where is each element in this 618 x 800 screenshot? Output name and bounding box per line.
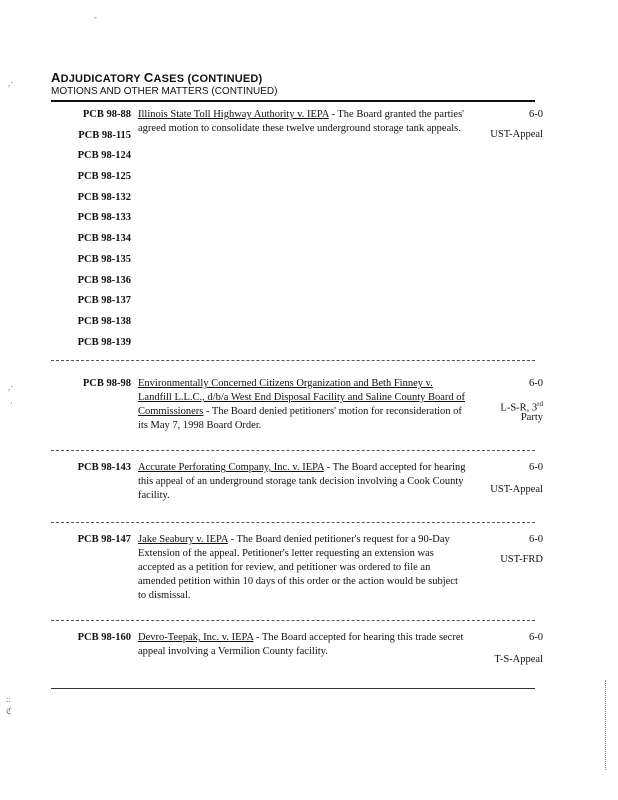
case-entry <box>51 108 543 353</box>
case-number: PCB 98-115 <box>78 129 131 141</box>
case-vote: 6-0 <box>529 534 543 545</box>
case-text: - The Board accepted for hearing this appeal of an underground storage tank decision involving a Cook County facility. <box>138 462 466 501</box>
case-entry <box>51 631 543 676</box>
scan-mark: :: <box>6 694 12 704</box>
case-number: PCB 98-136 <box>77 274 131 286</box>
case-type: UST-FRD <box>500 554 543 565</box>
case-vote: 6-0 <box>529 109 543 120</box>
scan-mark: ,· <box>8 78 14 88</box>
case-type: UST-Appeal <box>490 484 543 495</box>
scan-mark: - <box>94 12 97 22</box>
scan-edge <box>605 680 607 770</box>
case-description <box>138 631 468 659</box>
divider <box>51 620 535 621</box>
case-number: PCB 98-133 <box>77 212 131 224</box>
case-type-text: L-S-R, 3 <box>500 402 538 414</box>
case-number: PCB 98-134 <box>77 233 131 245</box>
case-vote: 6-0 <box>529 632 543 643</box>
case-number: PCB 98-124 <box>77 150 131 162</box>
case-entry <box>51 377 543 437</box>
case-type: UST-Appeal <box>490 129 543 140</box>
case-numbers <box>51 533 131 554</box>
case-description <box>138 108 468 136</box>
divider <box>51 522 535 523</box>
case-numbers <box>51 108 131 356</box>
case-number: PCB 98-125 <box>77 171 131 183</box>
case-number: PCB 98-143 <box>77 462 131 473</box>
title-part: C <box>143 70 154 85</box>
case-type-sup: rd <box>537 400 543 408</box>
case-vote: 6-0 <box>529 462 543 473</box>
case-number: PCB 98-139 <box>77 336 131 348</box>
scan-mark: ,· <box>8 382 14 392</box>
case-number: PCB 98-88 <box>82 109 131 120</box>
case-vote: 6-0 <box>529 378 543 389</box>
case-number: PCB 98-147 <box>77 534 131 545</box>
case-title: Illinois State Toll Highway Authority v. IEPA <box>138 109 329 120</box>
scan-mark: ℭ <box>6 706 13 716</box>
title-part: A <box>51 70 61 85</box>
case-numbers <box>51 377 131 398</box>
case-text: - The Board accepted for hearing this trade secret appeal involving a Vermilion County facility. <box>138 632 464 657</box>
divider <box>51 360 535 361</box>
section-subtitle: MOTIONS AND OTHER MATTERS (CONTINUED) <box>51 86 278 97</box>
scan-mark: · <box>10 398 13 408</box>
case-text: - The Board denied petitioners' motion for reconsideration of its May 7, 1998 Board Order. <box>138 406 462 431</box>
divider <box>51 450 535 451</box>
case-number: PCB 98-137 <box>77 295 131 307</box>
bottom-rule <box>51 688 535 689</box>
header-rule <box>51 100 535 102</box>
case-title: Accurate Perforating Company, Inc. v. IEPA <box>138 462 325 473</box>
case-title: Environmentally Concerned Citizens Organization and Beth Finney v. Landfill L.L.C., d/b/a West End Disposal Facility and Saline County Board of Commissioners <box>138 378 466 417</box>
case-description <box>138 377 468 433</box>
case-description <box>138 461 468 503</box>
case-numbers <box>51 461 131 482</box>
case-entry <box>51 461 543 511</box>
case-type-line2: Party <box>520 412 543 423</box>
case-number: PCB 98-98 <box>82 378 131 389</box>
section-title <box>51 70 262 85</box>
case-description <box>138 533 468 603</box>
case-title: Jake Seabury v. IEPA <box>138 534 228 545</box>
case-text: - The Board granted the parties' agreed motion to consolidate these twelve underground storage tank appeals. <box>138 109 465 134</box>
case-number: PCB 98-160 <box>77 632 131 643</box>
case-numbers <box>51 631 131 652</box>
case-entry <box>51 533 543 608</box>
case-text: - The Board denied petitioner's request for a 90-Day Extension of the appeal. Petitioner's letter requesting an extension was accepted as a petition for review, and petitioner was ordered to file an amended petition within 10 days of this order or the action would be subject to dismissal. <box>138 534 458 601</box>
case-title: Devro-Teepak, Inc. v. IEPA <box>138 632 254 643</box>
case-number: PCB 98-138 <box>77 315 131 327</box>
case-type: T-S-Appeal <box>494 654 543 665</box>
title-part: ASES <box>153 73 188 85</box>
title-part: DJUDICATORY <box>60 73 144 85</box>
case-number: PCB 98-132 <box>77 191 131 203</box>
case-number: PCB 98-135 <box>77 253 131 265</box>
title-part: (CONTINUED) <box>187 73 263 85</box>
